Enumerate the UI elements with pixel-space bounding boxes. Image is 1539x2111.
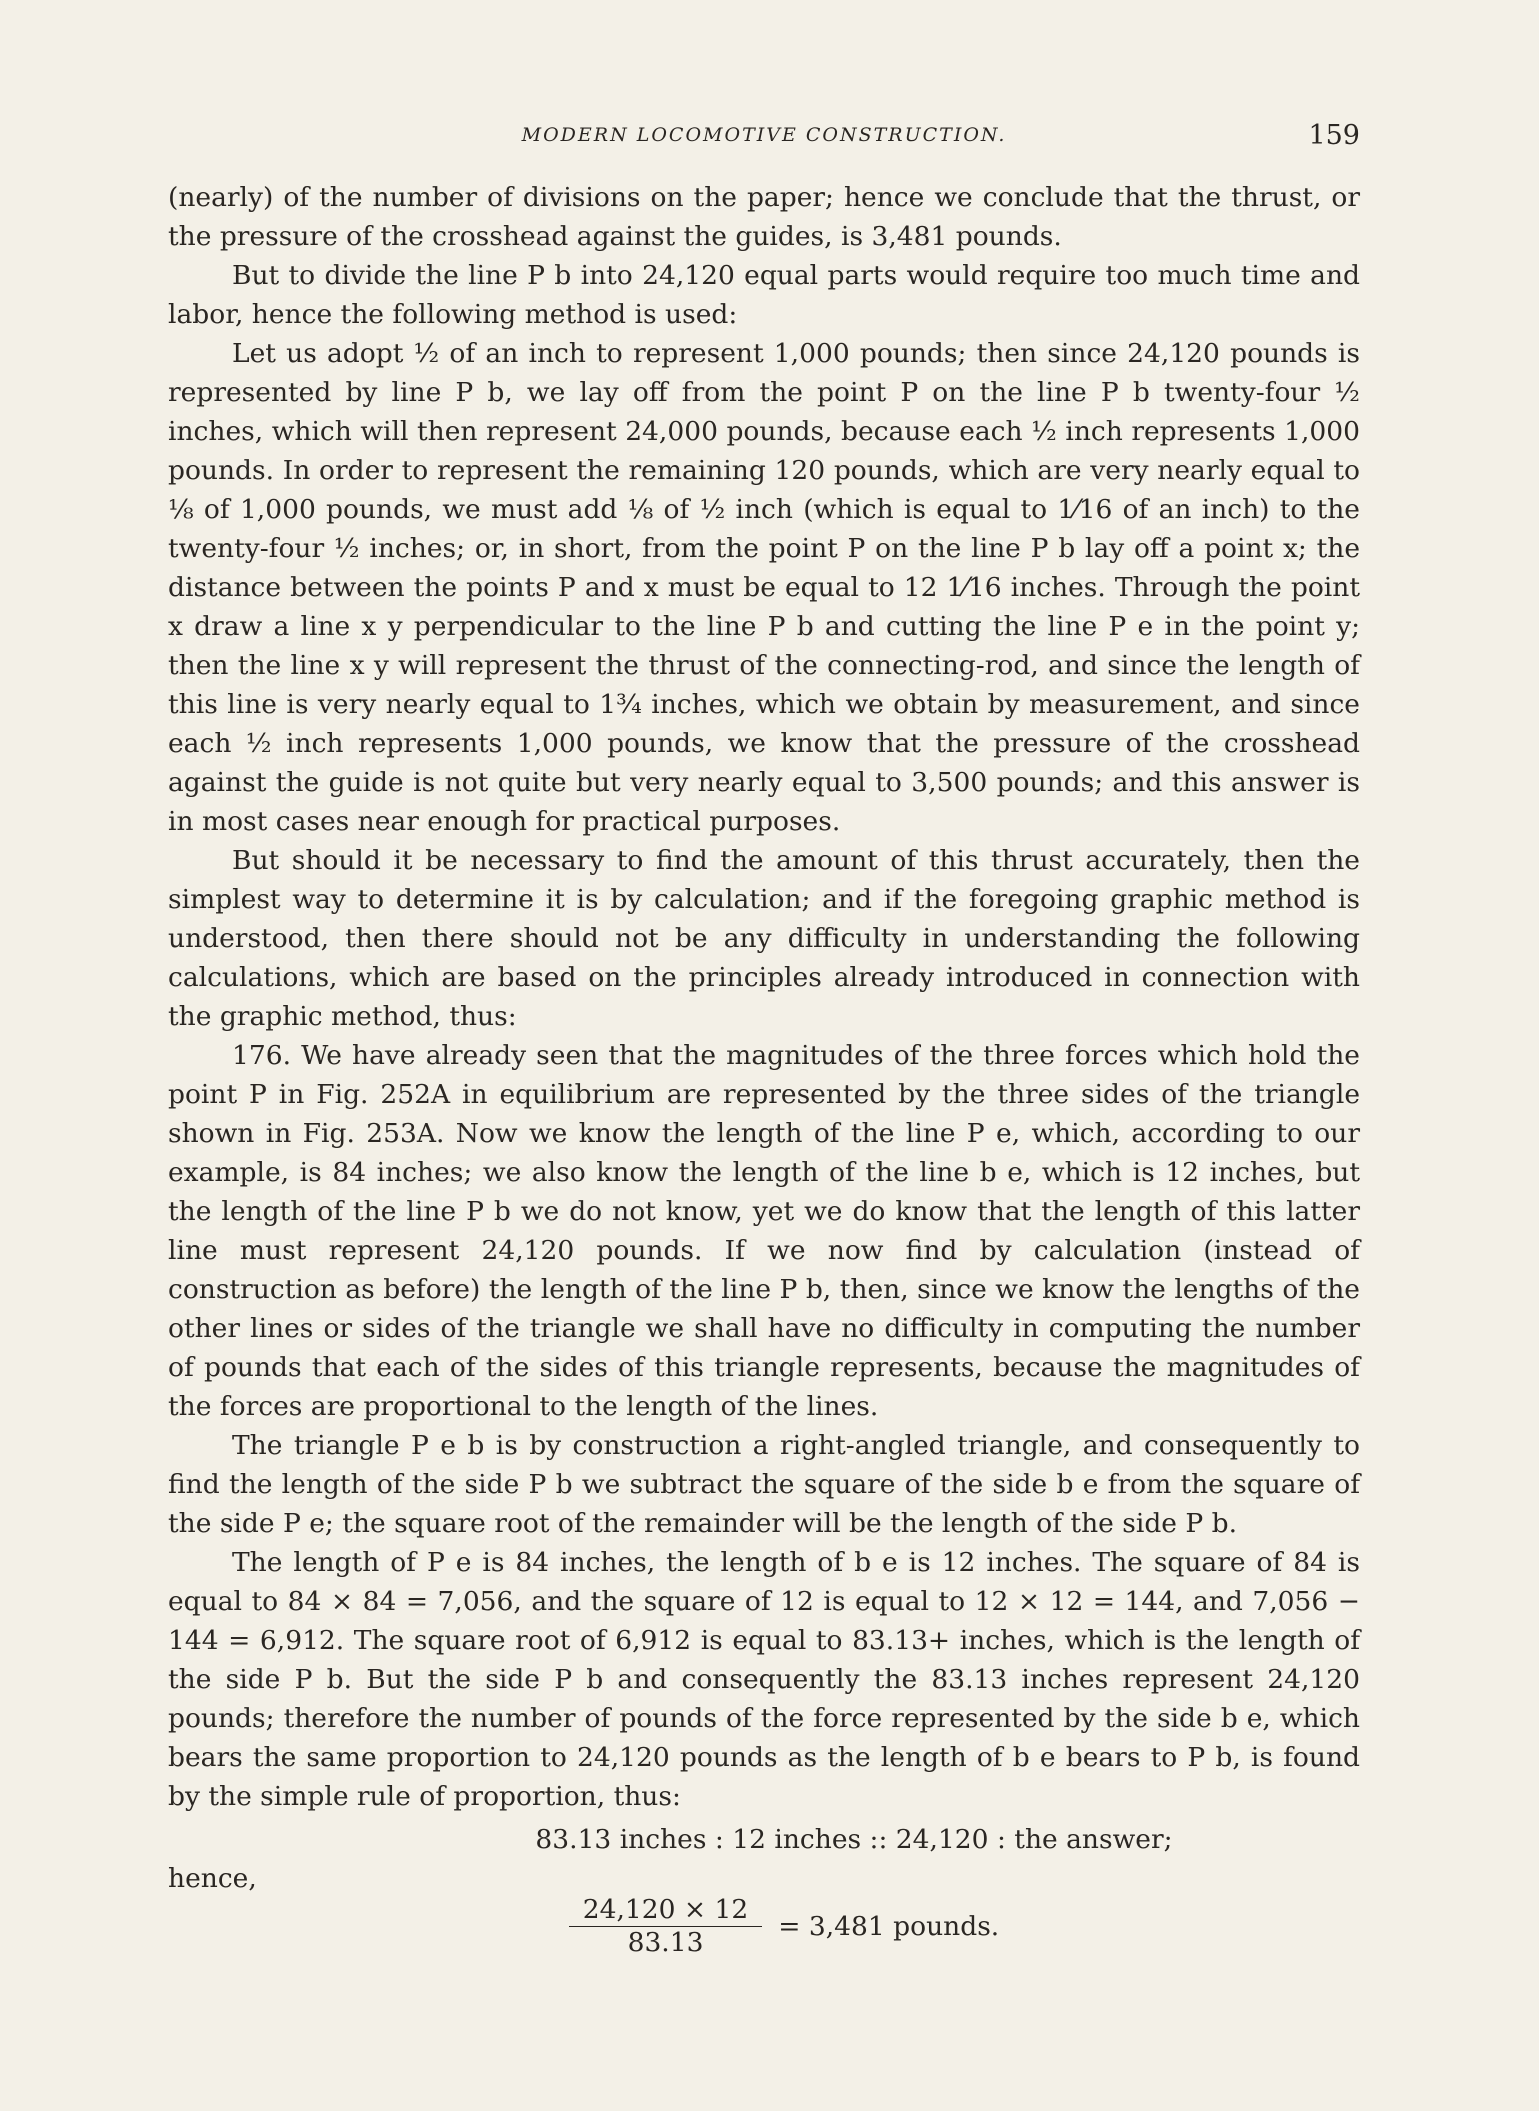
paragraph: (nearly) of the number of divisions on the paper; hence we conclude that the thrust, or the pressure of the crosshead against the guides, is 3,481 pounds. <box>168 182 1360 252</box>
paragraph: The triangle P e b is by construction a right-angled triangle, and consequently to find the length of the side P b we subtract the square of the side b e from the square of the side P e; the square root of the remainder will be the length of the side P b. <box>168 1430 1360 1539</box>
paragraph: But should it be necessary to find the amount of this thrust accurately, then the simplest way to determine it is by calculation; and if the foregoing graphic method is understood, then there should not be any difficulty in understanding the following calculations, which are based on the principles already introduced in connection with the graphic method, thus: <box>168 845 1360 1032</box>
paragraph: The length of P e is 84 inches, the length of b e is 12 inches. The square of 84 is equal to 84 × 84 = 7,056, and the square of 12 is equal to 12 × 12 = 144, and 7,056 − 144 = 6,912. The square root of 6,912 is equal to 83.13+ inches, which is the length of the side P b. But the side P b and consequently the 83.13 inches represent 24,120 pounds; therefore the number of pounds of the force represented by the side b e, which bears the same proportion to 24,120 pounds as the length of b e bears to P b, is found by the simple rule of proportion, thus: <box>168 1547 1360 1812</box>
page-number: 159 <box>1308 120 1360 151</box>
page <box>168 120 1360 1959</box>
formula-result: = 3,481 pounds. <box>778 1911 1000 1942</box>
paragraph: Let us adopt ½ of an inch to represent 1,000 pounds; then since 24,120 pounds is represented by line P b, we lay off from the point P on the line P b twenty-four ½ inches, which will then represent 24,000 pounds, because each ½ inch represents 1,000 pounds. In order to represent the remaining 120 pounds, which are very nearly equal to ⅛ of 1,000 pounds, we must add ⅛ of ½ inch (which is equal to 1⁄16 of an inch) to the twenty-four ½ inches; or, in short, from the point P on the line P b lay off a point x; the distance between the points P and x must be equal to 12 1⁄16 inches. Through the point x draw a line x y perpendicular to the line P b and cutting the line P e in the point y; then the line x y will represent the thrust of the connecting-rod, and since the length of this line is very nearly equal to 1¾ inches, which we obtain by measurement, and since each ½ inch represents 1,000 pounds, we know that the pressure of the crosshead against the guide is not quite but very nearly equal to 3,500 pounds; and this answer is in most cases near enough for practical purposes. <box>168 338 1360 837</box>
proportion-equation: 83.13 inches : 12 inches :: 24,120 : the answer; <box>535 1824 1173 1855</box>
paragraph: 176. We have already seen that the magnitudes of the three forces which hold the point P in Fig. 252A in equilibrium are represented by the three sides of the triangle shown in Fig. 253A. Now we know the length of the line P e, which, according to our example, is 84 inches; we also know the length of the line b e, which is 12 inches, but the length of the line P b we do not know, yet we do know that the length of this latter line must represent 24,120 pounds. If we now find by calculation (instead of construction as before) the length of the line P b, then, since we know the lengths of the other lines or sides of the triangle we shall have no difficulty in computing the number of pounds that each of the sides of this triangle represents, because the magnitudes of the forces are proportional to the length of the lines. <box>168 1040 1360 1422</box>
page-header <box>168 120 1360 160</box>
formula <box>168 1894 1360 1959</box>
fraction-denominator: 83.13 <box>627 1927 704 1958</box>
fraction-numerator: 24,120 × 12 <box>569 1894 763 1927</box>
paragraph: But to divide the line P b into 24,120 equal parts would require too much time and labor, hence the following method is used: <box>168 260 1360 330</box>
fraction <box>569 1894 763 1959</box>
body-text <box>168 178 1360 1816</box>
hence-label: hence, <box>168 1863 257 1894</box>
running-title: MODERN LOCOMOTIVE CONSTRUCTION. <box>521 124 1007 146</box>
